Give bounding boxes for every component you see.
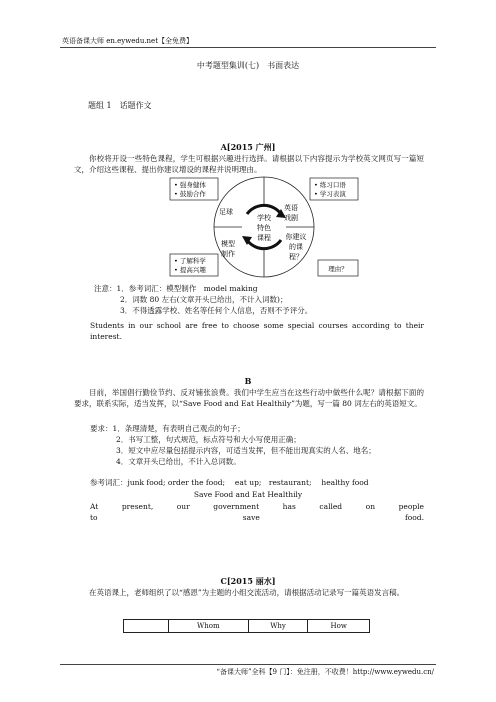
footer-text: “备课大师”全科【9 门】：免注册，不收费！http://www.eywedu.cn/	[216, 668, 434, 676]
section-a-opening: Students in our school are free to choose some special courses according to their interest.	[90, 321, 424, 341]
box-br-text: 理由？	[328, 265, 348, 273]
course-diagram	[168, 174, 360, 280]
quadrant-model-2: 制作	[221, 250, 235, 258]
footer-divider	[60, 664, 436, 665]
header-divider	[60, 47, 436, 48]
quadrant-drama-2: 戏剧	[284, 214, 298, 222]
table-header-row	[124, 620, 370, 633]
box-tr-line1: • 练习口语	[314, 181, 346, 189]
req-3: 3．短文中应尽量包括提示内容，可适当发挥，但不能出现真实的人名、地名；	[116, 446, 376, 455]
quadrant-suggest-1: 你建议	[285, 233, 307, 241]
note-2: 2．词数 80 左右(文章开头已给出，不计入词数)；	[120, 295, 288, 304]
box-bl-line1: • 了解科学	[174, 257, 206, 265]
section-a-heading: A[2015 广州]	[220, 142, 276, 152]
notes-list	[94, 283, 312, 316]
vocab-line: 参考词汇：junk food; order the food; eat up; restaurant; healthy food	[90, 478, 369, 487]
box-tl-line2: • 鼓励合作	[174, 190, 206, 198]
site-header: 英语备课大师 en.eywedu.net【全免费】	[62, 37, 194, 45]
quadrant-football: 足球	[219, 208, 233, 216]
table-header-whom: Whom	[169, 620, 249, 633]
quadrant-suggest-2: 的课	[289, 243, 303, 251]
page-title: 中考题型集训(七) 书面表达	[196, 61, 300, 70]
section-c-prompt: 在英语课上，老师组织了以“感恩”为主题的小组交流活动，请根据活动记录写一篇英语发言稿。	[89, 588, 405, 597]
center-label-1: 学校	[257, 214, 271, 222]
req-4: 4．文章开头已给出，不计入总词数。	[116, 457, 241, 466]
box-bl-line2: • 提高兴趣	[174, 266, 206, 274]
box-tl-line1: • 强身健体	[174, 181, 206, 189]
section-b-heading: B	[244, 376, 252, 386]
note-1: 注意：1．参考词汇：模型制作 model making	[94, 284, 258, 293]
req-2: 2．书写工整，句式规范，标点符号和大小写使用正确；	[116, 435, 301, 444]
section-a-prompt: 你校将开设一些特色课程，学生可根据兴趣进行选择。请根据以下内容提示为学校英文网页写一篇短文，介绍这些课程、提出你建议增设的课程并说明理由。	[74, 154, 424, 174]
essay-title: Save Food and Eat Healthily	[193, 490, 303, 499]
box-tr-line2: • 学习表演	[314, 190, 346, 198]
gratitude-table	[123, 619, 370, 633]
center-label-2: 特色	[257, 224, 271, 232]
req-1: 要求：1．条理清楚，有表明自己观点的句子；	[90, 424, 245, 433]
section-b-prompt: 目前，举国倡行勤俭节约、反对铺张浪费。我们中学生应当在这些行动中做些什么呢？请根据下面的要求，联系实际，适当发挥，以“Save Food and Eat Healthily”为题，写一篇 80 词左右的英语短文。	[74, 388, 424, 408]
requirements-list	[90, 423, 376, 467]
table-header-how: How	[308, 620, 370, 633]
center-label-3: 课程	[257, 234, 271, 242]
table-header-why: Why	[248, 620, 308, 633]
quadrant-suggest-3: 程？	[289, 253, 303, 261]
group-title: 题组 1 话题作文	[88, 101, 152, 110]
req-label: 要求：	[90, 424, 113, 433]
table-header-empty	[124, 620, 169, 633]
notes-label: 注意：	[94, 284, 117, 293]
section-b-opening: At present, our government has called on people to save food.	[90, 502, 424, 522]
section-c-heading: C[2015 丽水]	[220, 576, 276, 586]
quadrant-model-1: 模型	[221, 240, 235, 248]
note-3: 3．不得透露学校、姓名等任何个人信息，否则不予评分。	[120, 306, 313, 315]
quadrant-drama-1: 英语	[284, 204, 298, 212]
